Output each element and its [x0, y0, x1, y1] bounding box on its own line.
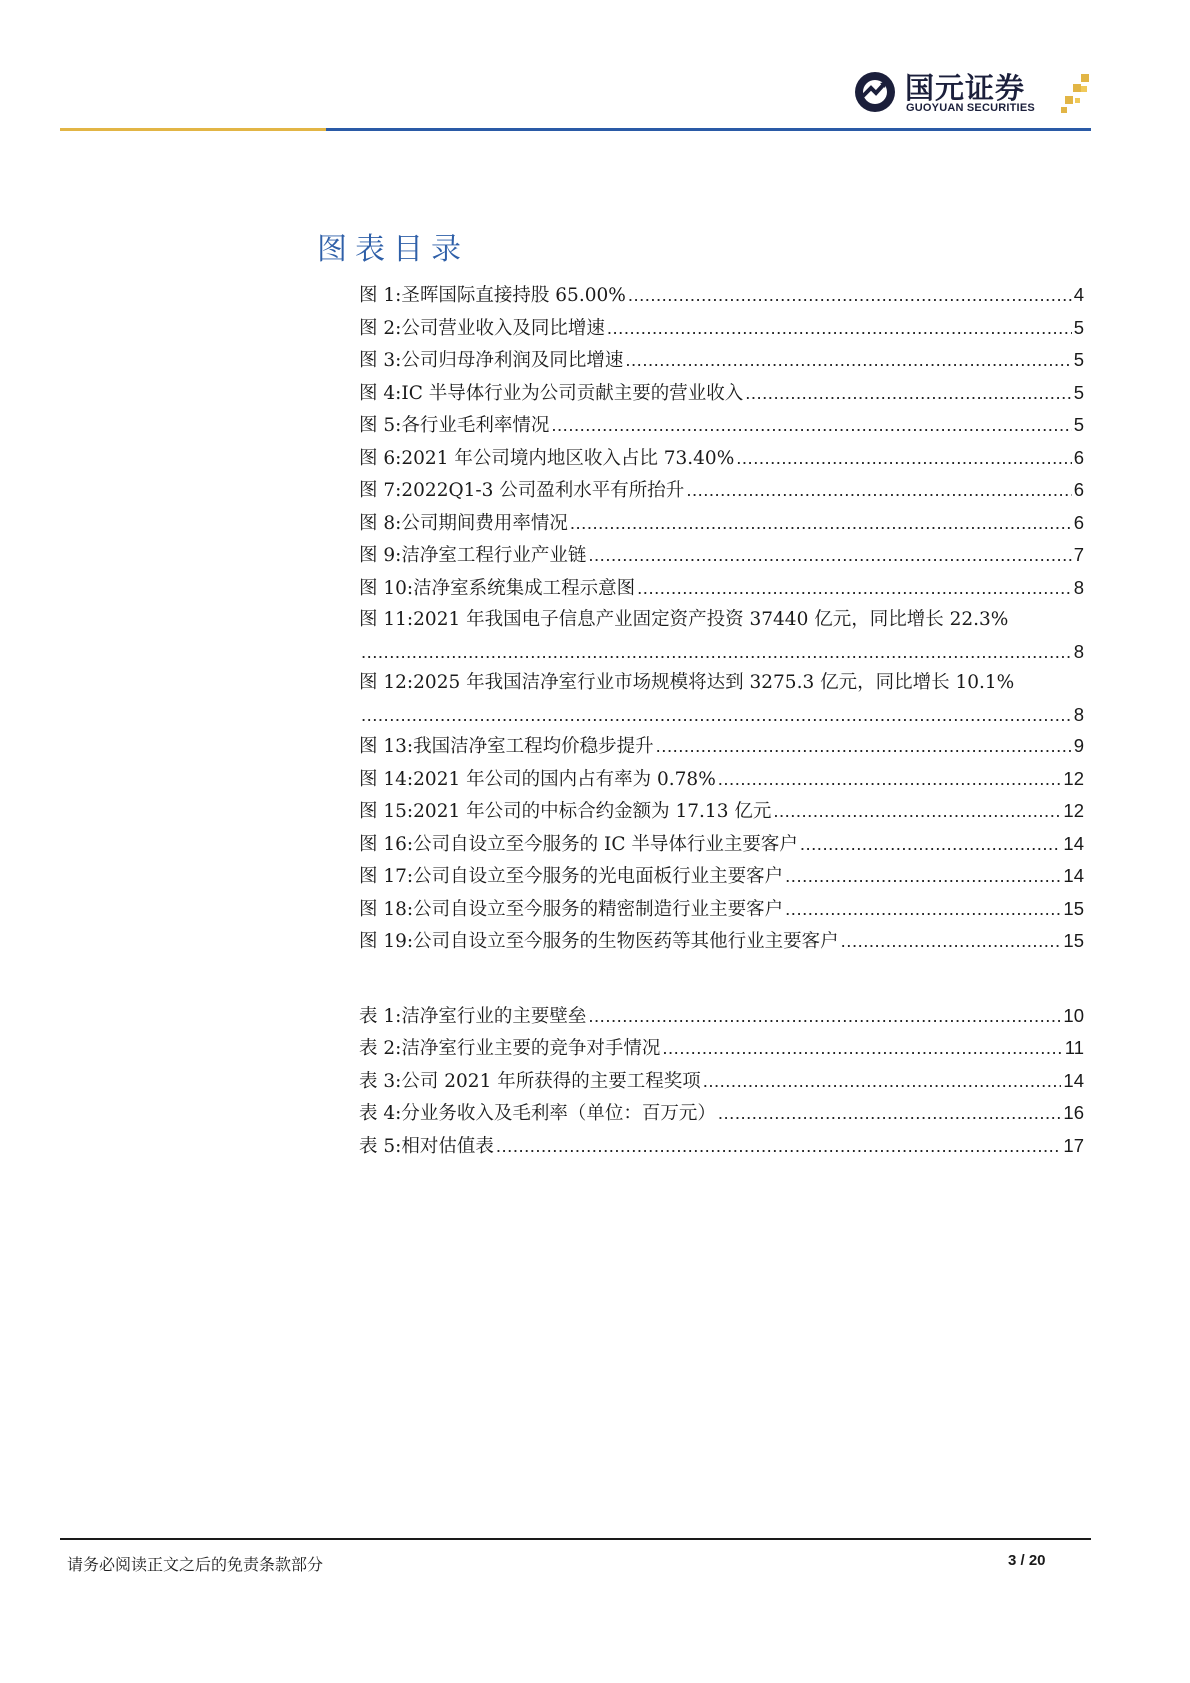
- toc-leader-dots: [745, 377, 1071, 409]
- logo-english-name: GUOYUAN SECURITIES: [906, 102, 1035, 114]
- toc-entry-label: 图 18:: [359, 898, 414, 920]
- disclaimer-note: 请务必阅读正文之后的免责条款部分: [67, 1555, 324, 1574]
- toc-figure-entry[interactable]: [359, 312, 1084, 345]
- toc-page-number: 5: [1073, 381, 1084, 403]
- toc-entry-text: 公司营业收入及同比增速: [401, 317, 605, 339]
- toc-leader-dots: [718, 1097, 1062, 1129]
- toc-entry-label: 图 5:: [359, 415, 402, 436]
- toc-entry-text: 圣晖国际直接持股 65.00%: [401, 285, 626, 306]
- toc-table-entry[interactable]: [359, 1000, 1084, 1033]
- toc-entry-text: 洁净室工程行业产业链: [401, 545, 587, 566]
- toc-entry-text: 各行业毛利率情况: [401, 415, 550, 436]
- toc-section-gap: [359, 958, 1084, 1000]
- toc-entry-text: 公司 2021 年所获得的主要工程奖项: [401, 1070, 701, 1092]
- toc-entry-text: 公司自设立至今服务的光电面板行业主要客户: [413, 866, 784, 887]
- toc-entry-text: 分业务收入及毛利率（单位：百万元）: [401, 1103, 716, 1124]
- toc-table-entry[interactable]: [359, 1097, 1084, 1130]
- toc-entry-label: 图 4:: [359, 382, 402, 404]
- toc-figure-entry[interactable]: [359, 279, 1084, 312]
- toc-leader-dots: [656, 730, 1072, 762]
- toc-entry-label: 图 19:: [359, 931, 414, 952]
- toc-leader-dots: [718, 763, 1062, 795]
- toc-page-number: 5: [1073, 414, 1084, 435]
- toc-title: 图表目录: [317, 232, 469, 267]
- toc-figure-entry[interactable]: [359, 925, 1084, 958]
- toc-table-entry[interactable]: [359, 1130, 1084, 1163]
- toc-leader-dots: [588, 539, 1071, 571]
- toc-figure-entry[interactable]: [359, 507, 1084, 540]
- toc-leader-dots: [662, 1032, 1062, 1064]
- toc-leader-dots: [686, 474, 1071, 506]
- toc-entry-label: 表 5:: [359, 1135, 402, 1157]
- toc-page-number: 6: [1073, 479, 1084, 500]
- toc-entry-label: 图 15:: [359, 801, 414, 822]
- toc-page-number: 17: [1063, 1134, 1084, 1156]
- toc-entry-text: 公司自设立至今服务的 IC 半导体行业主要客户: [413, 833, 798, 855]
- toc-figure-entry[interactable]: [359, 893, 1084, 926]
- toc-entry-text: 2021 年公司境内地区收入占比 73.40%: [401, 447, 735, 469]
- toc-page-number: 14: [1063, 865, 1084, 886]
- toc-figure-entry[interactable]: [359, 442, 1084, 475]
- toc-page-number: 16: [1063, 1102, 1084, 1123]
- toc-page-number: 15: [1063, 897, 1084, 919]
- toc-page-number: 11: [1064, 1037, 1084, 1058]
- toc-figure-entry[interactable]: [359, 860, 1084, 893]
- page-indicator: 3 / 20: [1008, 1552, 1046, 1569]
- header-rule-blue: [326, 128, 1091, 131]
- toc-leader-dots: [628, 279, 1072, 311]
- toc-leader-dots: [570, 507, 1072, 539]
- toc-figure-entry[interactable]: [359, 344, 1084, 377]
- toc-page-number: 4: [1073, 284, 1084, 305]
- toc-figure-entry[interactable]: [359, 474, 1084, 507]
- toc-leader-dots: [773, 795, 1061, 827]
- toc-leader-dots: [361, 636, 1072, 668]
- toc-entry-label: 图 11:: [359, 609, 414, 630]
- toc-figure-entry[interactable]: [359, 572, 1084, 605]
- toc-figure-entry[interactable]: [359, 763, 1084, 796]
- toc-page-number: 8: [1073, 703, 1084, 725]
- toc-page-number: 6: [1073, 511, 1084, 533]
- footer-rule: [60, 1538, 1091, 1540]
- toc-figure-entry[interactable]: [359, 539, 1084, 572]
- toc-page-number: 8: [1073, 640, 1084, 662]
- logo-chinese-name: 国元证券: [905, 71, 1026, 105]
- toc-entry-text: 2021 年我国电子信息产业固定资产投资 37440 亿元，同比增长 22.3%: [413, 609, 1009, 630]
- toc-entry-text: 我国洁净室工程均价稳步提升: [413, 736, 654, 757]
- toc-table-entry[interactable]: [359, 1032, 1084, 1065]
- toc-leader-dots: [703, 1065, 1062, 1097]
- toc-table-entry[interactable]: [359, 1065, 1084, 1098]
- toc-page-number: 5: [1073, 316, 1084, 338]
- toc-entry-text: 洁净室系统集成工程示意图: [413, 577, 636, 599]
- toc-page-number: 12: [1063, 800, 1084, 821]
- toc-page-number: 5: [1073, 349, 1084, 370]
- toc-figure-entry[interactable]: [359, 377, 1084, 410]
- toc-page-number: 8: [1073, 576, 1084, 598]
- toc-list: [359, 279, 1084, 1162]
- toc-entry-text: 相对估值表: [401, 1135, 494, 1157]
- toc-entry-text: 洁净室行业主要的竞争对手情况: [401, 1038, 661, 1059]
- toc-entry-text: 2021 年公司的中标合约金额为 17.13 亿元: [413, 801, 772, 822]
- toc-leader-dots: [607, 312, 1072, 344]
- toc-page-number: 12: [1063, 767, 1084, 789]
- toc-leader-dots: [736, 442, 1071, 474]
- toc-figure-entry[interactable]: [359, 409, 1084, 442]
- toc-figure-entry[interactable]: [359, 604, 1084, 667]
- toc-leader-dots: [841, 925, 1062, 957]
- toc-entry-text: 2025 年我国洁净室行业市场规模将达到 3275.3 亿元，同比增长 10.1%: [413, 672, 1015, 693]
- toc-entry-label: 图 3:: [359, 350, 402, 371]
- logo-emblem-icon: [853, 70, 897, 114]
- toc-entry-label: 表 3:: [359, 1070, 402, 1092]
- toc-entry-text: 2021 年公司的国内占有率为 0.78%: [413, 768, 716, 790]
- toc-figure-entry[interactable]: [359, 667, 1084, 730]
- toc-page-number: 14: [1063, 1069, 1084, 1091]
- toc-leader-dots: [625, 344, 1071, 376]
- toc-leader-dots: [361, 699, 1072, 731]
- toc-entry-label: 图 6:: [359, 447, 402, 469]
- toc-entry-text: 公司归母净利润及同比增速: [401, 350, 624, 371]
- toc-entry-label: 图 7:: [359, 480, 402, 501]
- toc-page-number: 14: [1063, 832, 1084, 854]
- toc-figure-entry[interactable]: [359, 730, 1084, 763]
- toc-entry-label: 图 13:: [359, 736, 414, 757]
- company-logo: [853, 66, 1093, 122]
- toc-entry-text: 公司期间费用率情况: [401, 512, 568, 534]
- toc-page-number: 7: [1073, 544, 1084, 565]
- toc-entry-label: 表 4:: [359, 1103, 402, 1124]
- toc-figure-entry[interactable]: [359, 795, 1084, 828]
- toc-entry-text: 公司自设立至今服务的生物医药等其他行业主要客户: [413, 931, 839, 952]
- toc-entry-label: 图 12:: [359, 672, 414, 693]
- toc-entry-label: 图 17:: [359, 866, 414, 887]
- toc-entry-label: 图 10:: [359, 577, 414, 599]
- header-rule-gold: [60, 128, 326, 131]
- logo-squares-icon: [1061, 74, 1091, 114]
- toc-leader-dots: [588, 1000, 1061, 1032]
- toc-leader-dots: [551, 409, 1071, 441]
- toc-entry-label: 图 2:: [359, 317, 402, 339]
- toc-figure-entry[interactable]: [359, 828, 1084, 861]
- toc-page-number: 9: [1073, 735, 1084, 756]
- toc-entry-label: 表 1:: [359, 1005, 402, 1027]
- toc-entry-text: 公司自设立至今服务的精密制造行业主要客户: [413, 898, 784, 920]
- toc-entry-label: 表 2:: [359, 1038, 402, 1059]
- toc-page-number: 10: [1063, 1004, 1084, 1026]
- toc-entry-label: 图 16:: [359, 833, 414, 855]
- toc-entry-label: 图 9:: [359, 545, 402, 566]
- toc-entry-label: 图 1:: [359, 285, 402, 306]
- toc-entry-text: 洁净室行业的主要壁垒: [401, 1005, 587, 1027]
- toc-leader-dots: [785, 893, 1061, 925]
- toc-page-number: 6: [1073, 446, 1084, 468]
- toc-page-number: 15: [1063, 930, 1084, 951]
- toc-leader-dots: [637, 572, 1072, 604]
- toc-entry-text: IC 半导体行业为公司贡献主要的营业收入: [401, 382, 744, 404]
- toc-entry-label: 图 8:: [359, 512, 402, 534]
- toc-entry-label: 图 14:: [359, 768, 414, 790]
- toc-entry-text: 2022Q1-3 公司盈利水平有所抬升: [401, 480, 685, 501]
- toc-leader-dots: [800, 828, 1062, 860]
- toc-leader-dots: [785, 860, 1061, 892]
- toc-leader-dots: [496, 1130, 1062, 1162]
